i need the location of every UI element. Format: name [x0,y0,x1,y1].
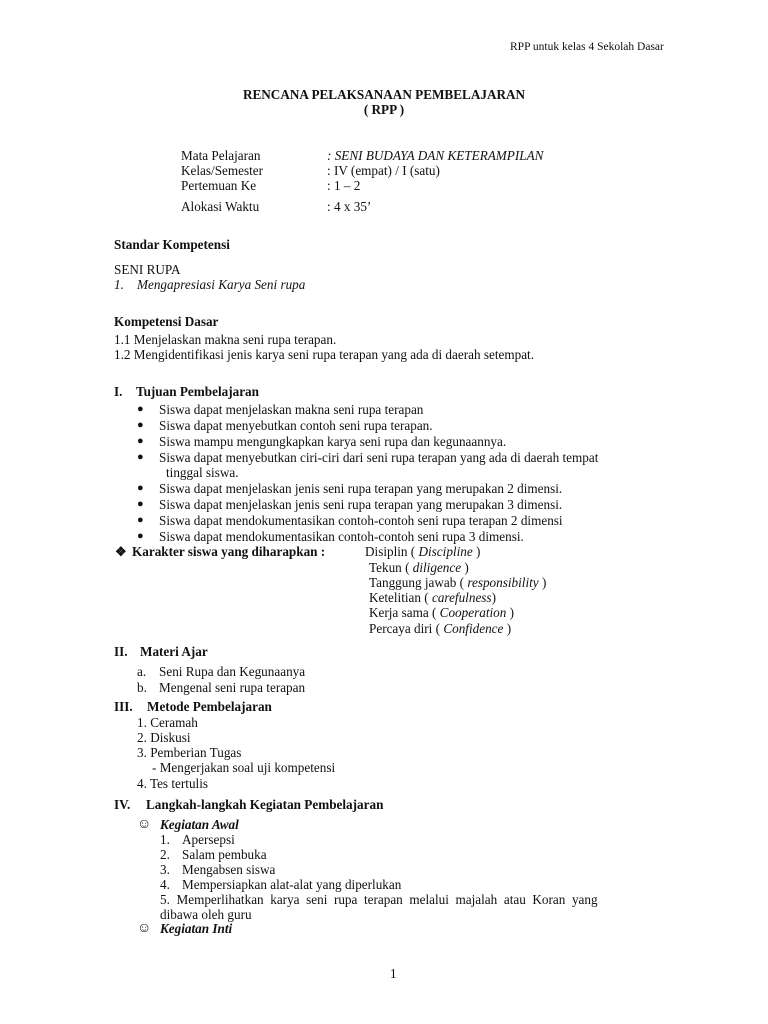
list-item: Siswa dapat menyebutkan ciri-ciri dari seni rupa terapan yang ada di daerah tempat [159,450,599,465]
list-item-continuation: tinggal siswa. [166,465,239,480]
list-marker: 1. [160,832,170,847]
subsection-heading: Kegiatan Inti [160,921,233,936]
identity-value: : SENI BUDAYA DAN KETERAMPILAN [327,148,544,163]
karakter-heading: Karakter siswa yang diharapkan : [132,544,326,559]
identity-value: : 1 – 2 [327,178,361,193]
karakter-item: Percaya diri ( Confidence ) [369,621,512,636]
karakter-item: Kerja sama ( Cooperation ) [369,605,515,620]
list-item: 2. Diskusi [137,730,191,745]
identity-label: Alokasi Waktu [181,199,260,214]
section-number: III. [114,699,133,714]
karakter-item: Tekun ( diligence ) [369,560,469,575]
list-item-continuation: dibawa oleh guru [160,907,252,922]
kompetensi-item: 1.1 Menjelaskan makna seni rupa terapan. [114,332,337,347]
karakter-item: Tanggung jawab ( responsibility ) [369,575,547,590]
bullet-icon: ● [137,419,144,431]
list-item: Mengabsen siswa [182,862,276,877]
section-number: IV. [114,797,131,812]
document-subtitle: ( RPP ) [363,102,405,117]
list-marker: 4. [160,877,170,892]
standar-item: Mengapresiasi Karya Seni rupa [137,277,306,292]
section-heading: Standar Kompetensi [114,237,230,252]
smiley-icon: ☺ [137,921,152,936]
list-item: Seni Rupa dan Kegunaanya [159,664,306,679]
section-heading: Langkah-langkah Kegiatan Pembelajaran [146,797,384,812]
list-marker: 3. [160,862,170,877]
subsection-heading: Kegiatan Awal [160,817,239,832]
list-item: Siswa dapat menjelaskan makna seni rupa terapan [159,402,424,417]
diamond-bullet-icon: ❖ [115,544,127,559]
list-item: Mempersiapkan alat-alat yang diperlukan [182,877,402,892]
bullet-icon: ● [137,530,144,542]
list-item: Siswa dapat mendokumentasikan contoh-contoh seni rupa 3 dimensi. [159,529,524,544]
list-marker: a. [137,664,147,679]
karakter-item: Disiplin ( Discipline ) [365,544,481,559]
section-heading: Tujuan Pembelajaran [136,384,259,399]
identity-value: : IV (empat) / I (satu) [327,163,440,178]
standar-number: 1. [114,277,124,292]
list-marker: 2. [160,847,170,862]
standar-subheading: SENI RUPA [114,262,181,277]
identity-label: Mata Pelajaran [181,148,261,163]
karakter-item: Ketelitian ( carefulness) [369,590,496,605]
list-item: Siswa dapat menjelaskan jenis seni rupa terapan yang merupakan 3 dimensi. [159,497,563,512]
list-item: Apersepsi [182,832,235,847]
bullet-icon: ● [137,451,144,463]
smiley-icon: ☺ [137,817,152,832]
list-item: 3. Pemberian Tugas [137,745,242,760]
page-number: 1 [390,966,397,981]
section-number: II. [114,644,128,659]
list-item: Mengenal seni rupa terapan [159,680,306,695]
list-item: Siswa dapat mendokumentasikan contoh-contoh seni rupa terapan 2 dimensi [159,513,563,528]
list-item: Salam pembuka [182,847,267,862]
bullet-icon: ● [137,498,144,510]
bullet-icon: ● [137,403,144,415]
document-title: RENCANA PELAKSANAAN PEMBELAJARAN [242,87,526,102]
section-heading: Materi Ajar [140,644,208,659]
list-item: Siswa mampu mengungkapkan karya seni rupa dan kegunaannya. [159,434,507,449]
list-item: 4. Tes tertulis [137,776,208,791]
bullet-icon: ● [137,514,144,526]
list-subitem: - Mengerjakan soal uji kompetensi [152,760,336,775]
list-item: 1. Ceramah [137,715,198,730]
running-head: RPP untuk kelas 4 Sekolah Dasar [510,41,664,53]
identity-value: : 4 x 35’ [327,199,372,214]
section-number: I. [114,384,123,399]
list-item: Siswa dapat menyebutkan contoh seni rupa terapan. [159,418,433,433]
identity-label: Kelas/Semester [181,163,264,178]
bullet-icon: ● [137,482,144,494]
section-heading: Metode Pembelajaran [147,699,272,714]
section-heading: Kompetensi Dasar [114,314,219,329]
bullet-icon: ● [137,435,144,447]
list-item: Siswa dapat menjelaskan jenis seni rupa terapan yang merupakan 2 dimensi. [159,481,563,496]
list-item-justified: 5. Memperlihatkan karya seni rupa terapan melalui majalah atau Koran yang [160,892,598,907]
kompetensi-item: 1.2 Mengidentifikasi jenis karya seni rupa terapan yang ada di daerah setempat. [114,347,535,362]
identity-label: Pertemuan Ke [181,178,257,193]
list-marker: b. [137,680,147,695]
